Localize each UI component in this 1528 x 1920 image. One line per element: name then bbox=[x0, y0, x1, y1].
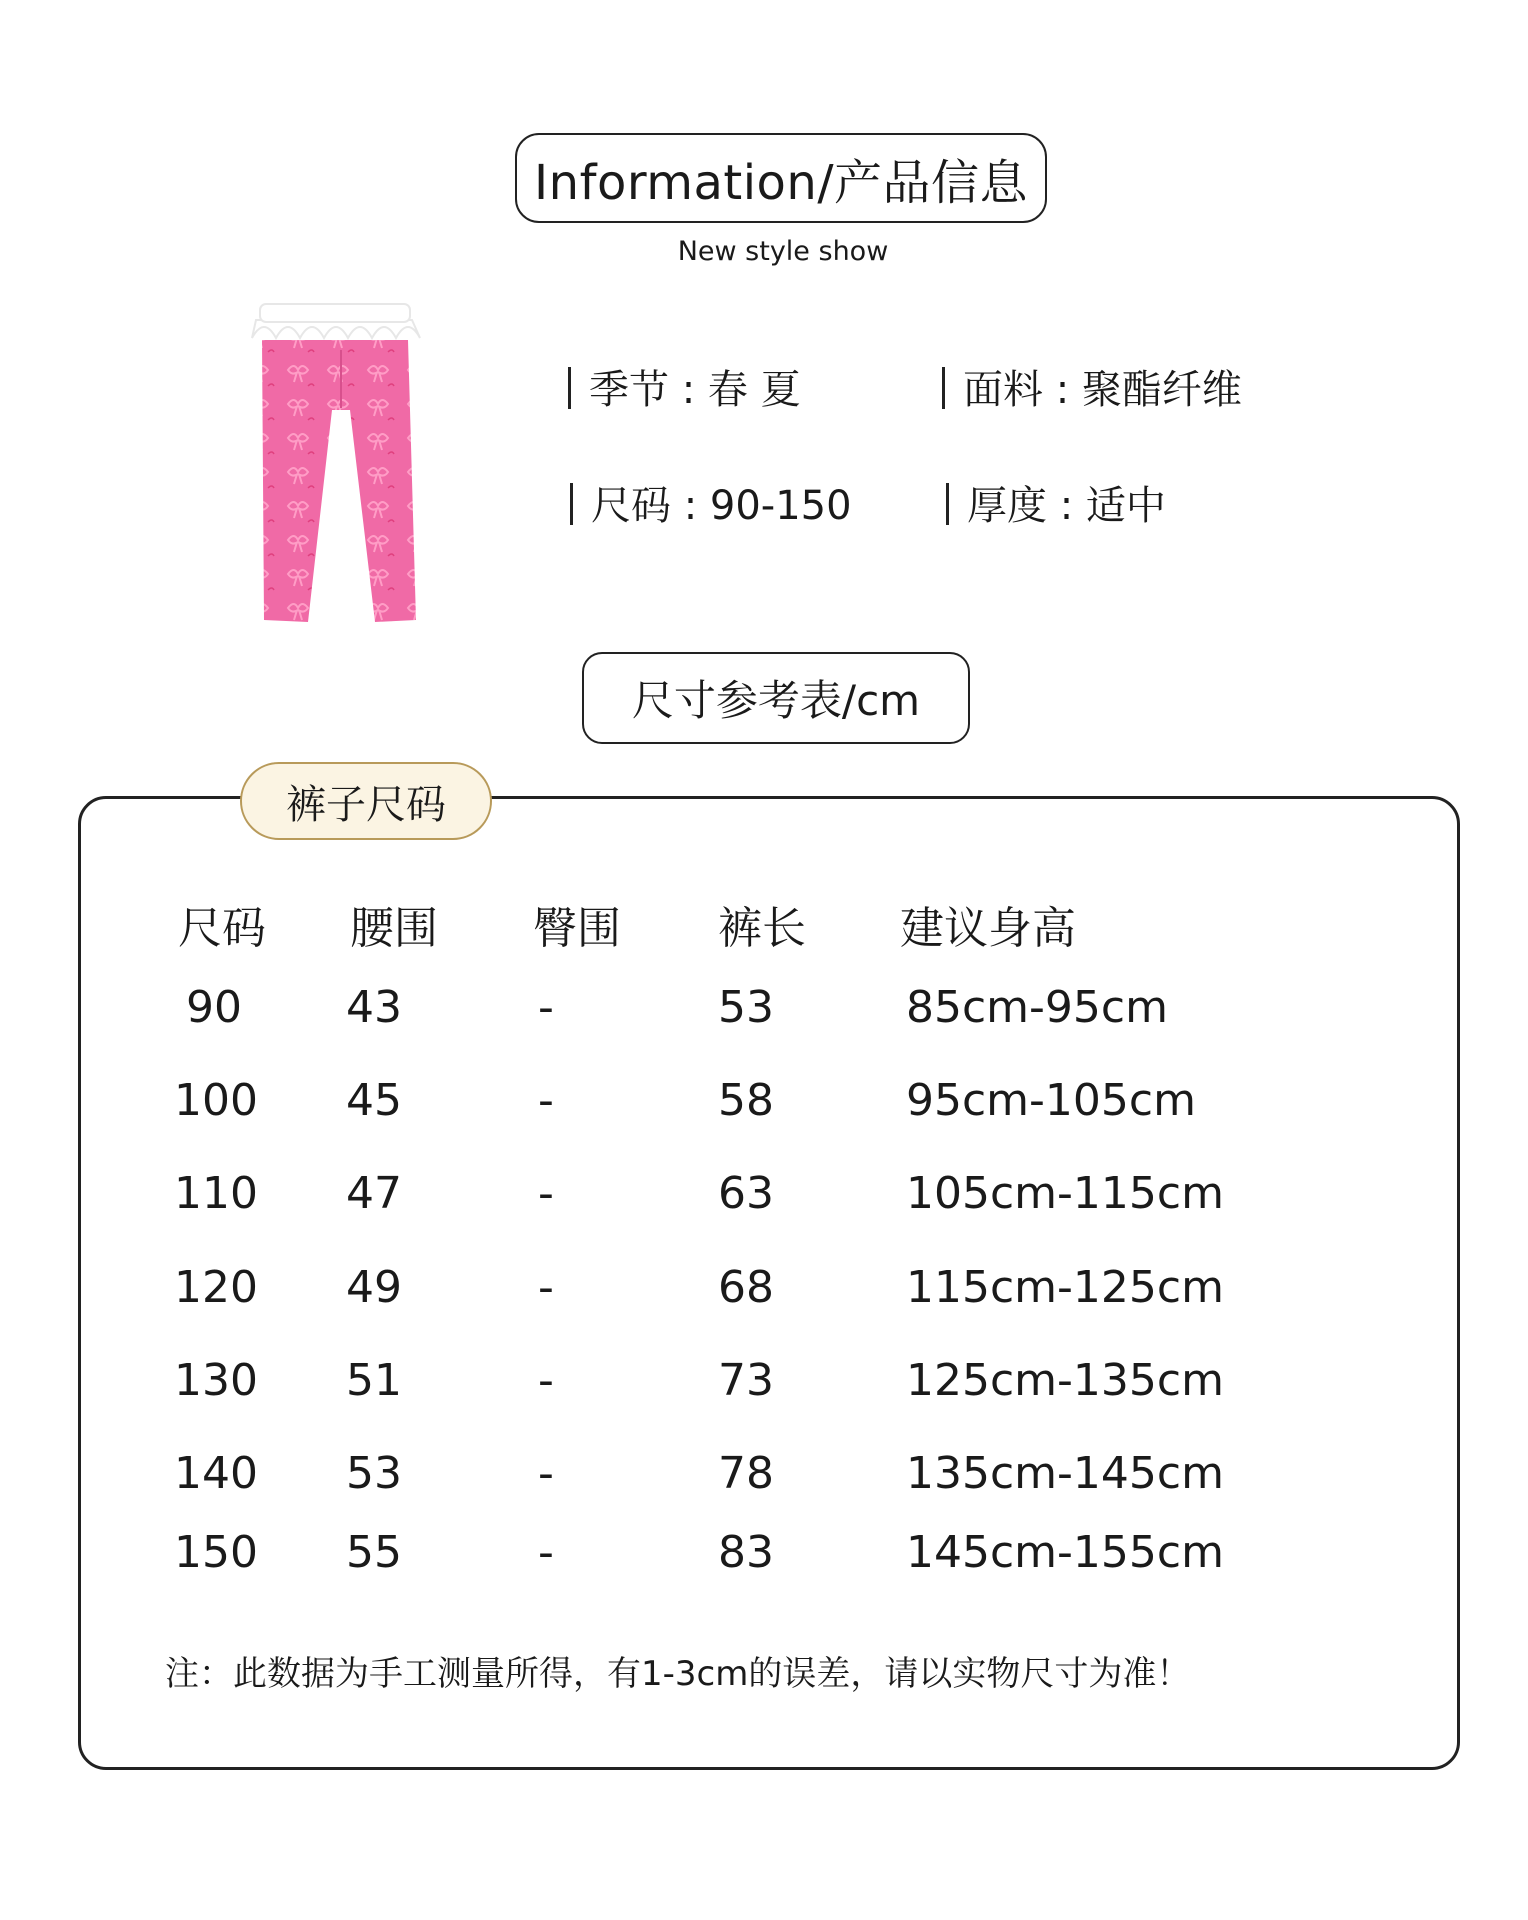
cell-hip: - bbox=[538, 1355, 554, 1406]
cell-length: 63 bbox=[718, 1168, 774, 1219]
cell-waist: 49 bbox=[346, 1262, 402, 1313]
cell-height: 125cm-135cm bbox=[906, 1355, 1224, 1406]
col-header-height: 建议身高 bbox=[900, 903, 1076, 954]
cell-hip: - bbox=[538, 1075, 554, 1126]
cell-size: 130 bbox=[174, 1355, 258, 1406]
cell-hip: - bbox=[538, 1448, 554, 1499]
col-header-size: 尺码 bbox=[178, 903, 266, 954]
cell-waist: 45 bbox=[346, 1075, 402, 1126]
pants-legs bbox=[262, 340, 416, 622]
cell-height: 105cm-115cm bbox=[906, 1168, 1224, 1219]
col-header-length: 裤长 bbox=[718, 903, 806, 954]
cell-size: 120 bbox=[174, 1262, 258, 1313]
attr-divider bbox=[942, 367, 945, 409]
info-subtitle: New style show bbox=[677, 236, 889, 267]
cell-length: 58 bbox=[718, 1075, 774, 1126]
measurement-note: 注：此数据为手工测量所得，有1-3cm的误差，请以实物尺寸为准！ bbox=[165, 1654, 1191, 1694]
attr-divider bbox=[570, 483, 573, 525]
cell-size: 150 bbox=[174, 1527, 258, 1578]
size-chart-title-box bbox=[582, 652, 970, 744]
product-image bbox=[240, 290, 440, 625]
cell-hip: - bbox=[538, 1527, 554, 1578]
cell-waist: 47 bbox=[346, 1168, 402, 1219]
cell-height: 135cm-145cm bbox=[906, 1448, 1224, 1499]
attr-season-text: 季节 : 春 夏 bbox=[589, 367, 801, 413]
cell-hip: - bbox=[538, 982, 554, 1033]
cell-length: 68 bbox=[718, 1262, 774, 1313]
cell-waist: 55 bbox=[346, 1527, 402, 1578]
cell-height: 95cm-105cm bbox=[906, 1075, 1196, 1126]
cell-hip: - bbox=[538, 1168, 554, 1219]
cell-height: 85cm-95cm bbox=[906, 982, 1168, 1033]
cell-height: 145cm-155cm bbox=[906, 1527, 1224, 1578]
pants-size-tag-text: 裤子尺码 bbox=[286, 781, 446, 828]
cell-waist: 53 bbox=[346, 1448, 402, 1499]
info-title-box bbox=[515, 133, 1047, 223]
attr-size bbox=[570, 474, 852, 531]
attr-divider bbox=[568, 367, 571, 409]
attr-fabric bbox=[942, 358, 1242, 415]
attr-divider bbox=[946, 483, 949, 525]
size-chart-title: 尺寸参考表/cm bbox=[631, 676, 921, 725]
col-header-hip: 臀围 bbox=[533, 903, 621, 954]
cell-length: 78 bbox=[718, 1448, 774, 1499]
pants-size-tag bbox=[240, 762, 492, 840]
cell-length: 83 bbox=[718, 1527, 774, 1578]
cell-size: 110 bbox=[174, 1168, 258, 1219]
cell-waist: 43 bbox=[346, 982, 402, 1033]
cell-hip: - bbox=[538, 1262, 554, 1313]
attr-size-text: 尺码 : 90-150 bbox=[591, 483, 852, 529]
cell-length: 53 bbox=[718, 982, 774, 1033]
attr-thickness bbox=[946, 474, 1166, 531]
cell-size: 90 bbox=[186, 982, 242, 1033]
cell-size: 140 bbox=[174, 1448, 258, 1499]
attr-thickness-text: 厚度 : 适中 bbox=[967, 483, 1166, 529]
info-title: Information/产品信息 bbox=[533, 154, 1029, 211]
attr-season bbox=[568, 358, 801, 415]
cell-length: 73 bbox=[718, 1355, 774, 1406]
col-header-waist: 腰围 bbox=[350, 903, 438, 954]
cell-size: 100 bbox=[174, 1075, 258, 1126]
cell-height: 115cm-125cm bbox=[906, 1262, 1224, 1313]
attr-fabric-text: 面料 : 聚酯纤维 bbox=[963, 367, 1242, 413]
cell-waist: 51 bbox=[346, 1355, 402, 1406]
